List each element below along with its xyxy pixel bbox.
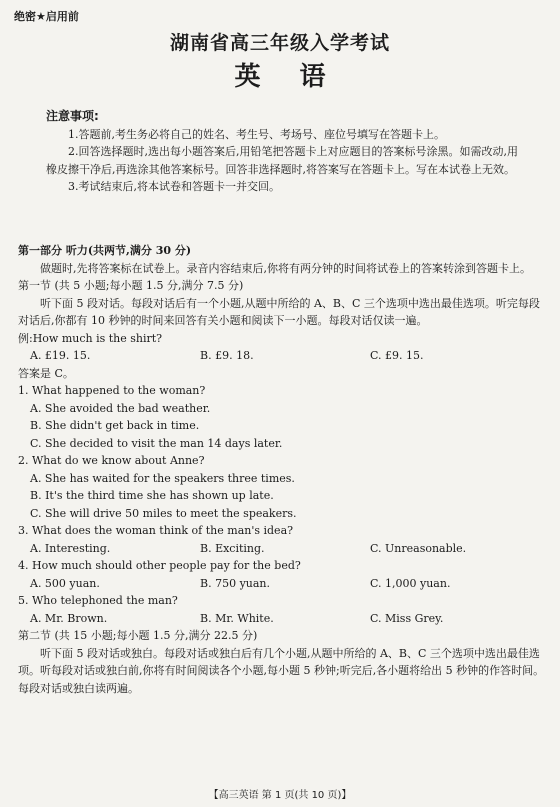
question-2: 2. What do we know about Anne?	[18, 454, 205, 467]
question-3: 3. What does the woman think of the man's idea?	[18, 524, 294, 537]
question-3-options	[18, 540, 546, 558]
question-4-option-a: A. 500 yuan.	[30, 576, 100, 590]
question-2-option-a: A. She has waited for the speakers three times.	[30, 471, 295, 485]
question-4-options	[18, 575, 546, 593]
section1-heading: 第一节 (共 5 小题;每小题 1.5 分,满分 7.5 分)	[18, 279, 244, 292]
example-option-a: A. £19. 15.	[30, 349, 91, 362]
question-4-option-c: C. 1,000 yuan.	[370, 576, 451, 590]
part1-block	[18, 242, 546, 697]
exam-title: 湖南省高三年级入学考试	[169, 32, 390, 54]
question-1-option-a: A. She avoided the bad weather.	[30, 401, 211, 415]
question-1: 1. What happened to the woman?	[18, 384, 206, 397]
question-5-option-c: C. Miss Grey.	[370, 611, 444, 625]
example-question: 例:How much is the shirt?	[18, 331, 163, 345]
question-3-option-a: A. Interesting.	[30, 541, 111, 555]
part1-heading: 第一部分 听力(共两节,满分 30 分)	[18, 244, 192, 257]
notice-title: 注意事项:	[46, 109, 99, 123]
question-2-option-c: C. She will drive 50 miles to meet the speakers.	[30, 506, 297, 520]
notice-block	[46, 108, 526, 196]
page-footer: 【高三英语 第 1 页(共 10 页)】	[208, 790, 352, 801]
subject-title: 英 语	[234, 62, 326, 92]
question-5-options	[18, 610, 546, 628]
part1-intro: 做题时,先将答案标在试卷上。录音内容结束后,你将有两分钟的时间将试卷上的答案转涂到答题卡上。	[40, 261, 531, 275]
section2-heading: 第二节 (共 15 小题;每小题 1.5 分,满分 22.5 分)	[18, 629, 258, 642]
question-5: 5. Who telephoned the man?	[18, 594, 178, 607]
example-answer: 答案是 C。	[18, 366, 74, 380]
question-5-option-b: B. Mr. White.	[200, 611, 274, 625]
question-3-option-c: C. Unreasonable.	[370, 541, 467, 555]
section1-intro: 听下面 5 段对话。每段对话后有一个小题,从题中所给的 A、B、C 三个选项中选出最佳选项。听完每段对话后,你都有 10 秒钟的时间来回答有关小题和阅读下一小题。每段对话仅读一遍。	[18, 296, 540, 327]
question-1-option-c: C. She decided to visit the man 14 days later.	[30, 436, 283, 450]
notice-item-3: 3.考试结束后,将本试卷和答题卡一并交回。	[68, 180, 280, 193]
section2-intro: 听下面 5 段对话或独白。每段对话或独白后有几个小题,从题中所给的 A、B、C 三个选项中选出最佳选项。听每段对话或独白前,你将有时间阅读各个小题,每小题 5 秒钟;听完后,各小题将给出 5 秒钟的作答时间。每段对话或独白读两遍。	[18, 646, 545, 695]
example-option-b: B. £9. 18.	[200, 349, 254, 362]
question-3-option-b: B. Exciting.	[200, 541, 265, 555]
question-5-option-a: A. Mr. Brown.	[30, 611, 108, 625]
question-2-option-b: B. It's the third time she has shown up late.	[30, 489, 274, 502]
question-4-option-b: B. 750 yuan.	[200, 576, 271, 590]
example-options	[18, 347, 546, 365]
question-4: 4. How much should other people pay for the bed?	[18, 559, 301, 572]
notice-item-2: 2.回答选择题时,选出每小题答案后,用铅笔把答题卡上对应题目的答案标号涂黑。如需改动,用橡皮擦干净后,再选涂其他答案标号。回答非选择题时,将答案写在答题卡上。写在本试卷上无效。	[46, 145, 518, 176]
notice-item-1: 1.答题前,考生务必将自己的姓名、考生号、考场号、座位号填写在答题卡上。	[68, 127, 445, 141]
question-1-option-b: B. She didn't get back in time.	[30, 419, 200, 432]
secret-label: 绝密★启用前	[14, 10, 79, 23]
example-option-c: C. £9. 15.	[370, 349, 424, 362]
